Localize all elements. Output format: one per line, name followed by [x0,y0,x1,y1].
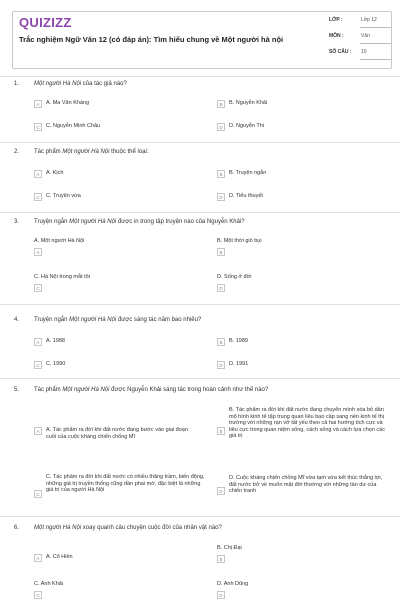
divider [0,76,400,77]
worksheet-header [12,11,392,69]
question-text: Truyện ngắn Một người Hà Nội được in trong tập truyện nào của Nguyễn Khải? [34,219,245,225]
answer-box[interactable]: A [34,170,42,178]
question-text: Một người Hà Nội của tác giả nào? [34,81,127,87]
meta-count [329,49,391,61]
question-text: Truyện ngắn Một người Hà Nội được sáng tác năm bao nhiêu? [34,317,202,323]
answer-box[interactable]: C [34,123,42,131]
divider [0,304,400,305]
question-text: Một người Hà Nội xoay quanh câu chuyện cuộc đời của nhân vật nào? [34,525,222,531]
meta-subject [329,33,391,45]
meta-value: Lớp 12 [361,17,377,23]
answer-box[interactable]: A [34,248,42,256]
meta-key: SỐ CÂU : [329,49,352,55]
answer-box[interactable]: D [217,487,225,495]
meta-underline [360,27,391,28]
divider [0,378,400,379]
answer-box[interactable]: B [217,427,225,435]
answer-box[interactable]: D [217,361,225,369]
meta-value: 10 [361,49,367,55]
answer-box[interactable]: D [217,193,225,201]
meta-key: LỚP : [329,17,343,23]
answer-box[interactable]: C [34,284,42,292]
question-number: 4. [14,317,20,323]
question-number: 1. [14,81,20,87]
answer-box[interactable]: C [34,591,42,599]
question-text: Tác phẩm Một người Hà Nội được Nguyễn Khải sáng tác trong hoàn cảnh như thế nào? [34,387,269,393]
meta-underline [360,59,391,60]
answer-box[interactable]: C [34,193,42,201]
answer-box[interactable]: B [217,100,225,108]
page-title: Trắc nghiệm Ngữ Văn 12 (có đáp án): Tìm hiểu chung về Một người hà nội [19,35,284,44]
answer-box[interactable]: B [217,170,225,178]
meta-underline [360,43,391,44]
question-number: 2. [14,149,20,155]
answer-box[interactable]: B [217,555,225,563]
answer-box[interactable]: B [217,338,225,346]
answer-box[interactable]: D [217,591,225,599]
meta-class [329,17,391,29]
divider [0,142,400,143]
answer-box[interactable]: A [34,338,42,346]
answer-box[interactable]: A [34,427,42,435]
answer-box[interactable]: C [34,490,42,498]
answer-box[interactable]: D [217,284,225,292]
divider [0,516,400,517]
question-number: 5. [14,387,20,393]
meta-value: Văn [361,33,370,39]
answer-box[interactable]: A [34,554,42,562]
question-number: 6. [14,525,20,531]
answer-box[interactable]: C [34,361,42,369]
quizizz-logo: QUIZIZZ [19,15,72,30]
question-number: 3. [14,219,20,225]
answer-box[interactable]: A [34,100,42,108]
divider [0,212,400,213]
meta-key: MÔN : [329,33,344,39]
answer-box[interactable]: B [217,248,225,256]
answer-box[interactable]: D [217,123,225,131]
question-text: Tác phẩm Một người Hà Nội thuộc thể loại: [34,149,149,155]
